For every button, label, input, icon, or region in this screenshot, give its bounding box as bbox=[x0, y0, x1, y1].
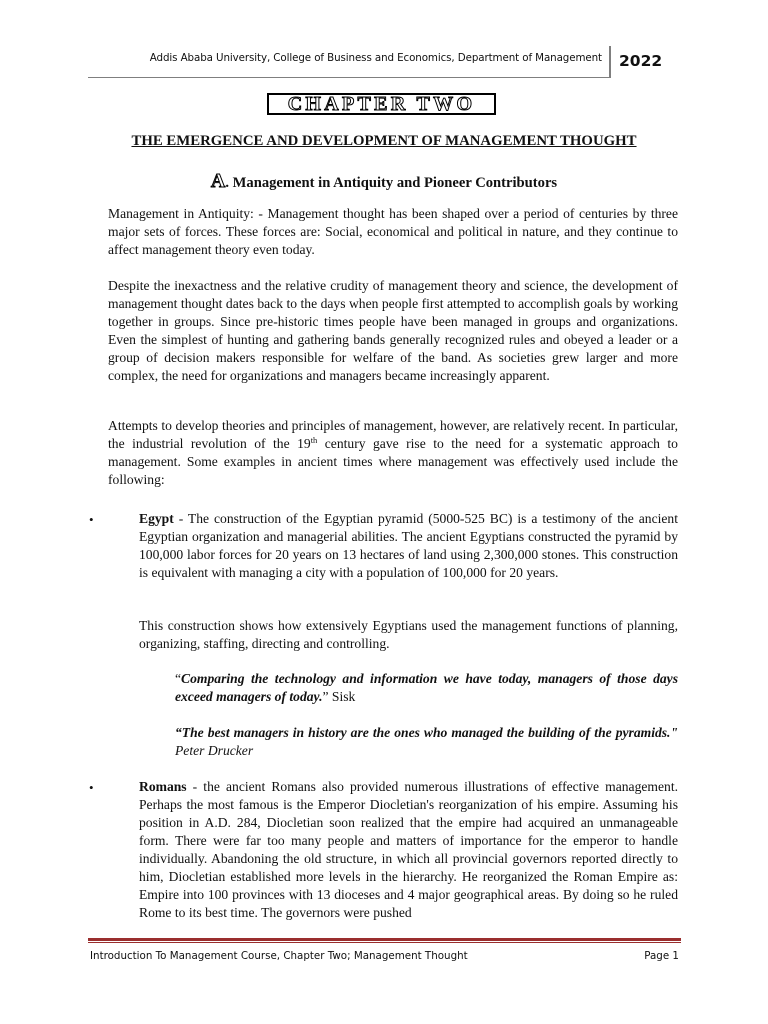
chapter-label bbox=[267, 93, 496, 115]
footer-page-number: Page 1 bbox=[644, 950, 679, 962]
paragraph-history: Despite the inexactness and the relative crudity of management theory and science, the development of management thought dates back to the days when people first attempted to accomplish goals by working together in groups. Since pre-historic times people have been managed in groups and organizations. Even the simplest of hunting and gathering bands generally recognized rules and obeyed a leader or a group of decision makers responsible for welfare of the band. As societies grew larger and more complex, the need for organizations and managers became increasingly apparent. bbox=[108, 278, 678, 383]
quote-sisk: “Comparing the technology and information we have today, managers of those days exceed managers of today.” Sisk bbox=[175, 671, 678, 704]
paragraph-egypt-functions: This construction shows how extensively Egyptians used the management functions of planning, organizing, staffing, directing and controlling. bbox=[139, 618, 678, 651]
paragraph-recent-attempts bbox=[108, 417, 678, 489]
header-year: 2022 bbox=[619, 52, 663, 70]
p3-superscript: th bbox=[310, 435, 318, 445]
section-letter: A bbox=[210, 170, 226, 192]
footer-rule-thin bbox=[88, 942, 681, 943]
quote-sisk-text: Comparing the technology and information we have today, managers of those days exceed managers of today. bbox=[175, 671, 678, 704]
chapter-title: THE EMERGENCE AND DEVELOPMENT OF MANAGEMENT THOUGHT bbox=[131, 133, 637, 149]
paragraph-antiquity: Management in Antiquity: - Management thought has been shaped over a period of centuries by three major sets of forces. These forces are: Social, economical and political in nature, and they continue to affect management theory even today. bbox=[108, 206, 678, 257]
romans-text: - the ancient Romans also provided numerous illustrations of effective management. Perhaps the most famous is the Emperor Diocletian's reorganization of his empire. Assuming his position in A.D. 284, Diocletian soon realized that the empire had acquired an unmanageable form. There were far too many people and matters of importance for the emperor to handle individually. Abandoning the old structure, in which all provincial governors reported directly to him, Diocletian established more levels in the hierarchy. He reorganized the Roman Empire as: Empire into 100 provinces with 13 dioceses and 4 major geographical areas. By doing so he ruled Rome to its best time. The governors were pushed bbox=[139, 779, 678, 920]
quote-drucker-text: “The best managers in history are the ones who managed the building of the pyramids." bbox=[175, 725, 678, 740]
quote-drucker-author: Peter Drucker bbox=[175, 743, 254, 758]
chapter-label-text: CHAPTER TWO bbox=[287, 93, 476, 115]
quote-drucker bbox=[175, 724, 678, 760]
p3-part-a: Attempts to develop theories and principles of management, however, are relatively recent. In particular, the industrial revolution of the 19 bbox=[108, 418, 678, 451]
header-rule bbox=[88, 77, 610, 78]
footer-rule-thick bbox=[88, 938, 681, 941]
footer-course: Introduction To Management Course, Chapter Two; Management Thought bbox=[90, 950, 468, 962]
header-divider bbox=[609, 46, 611, 78]
bullet-romans: • bbox=[89, 780, 94, 795]
section-title bbox=[0, 170, 768, 193]
list-item-egypt bbox=[139, 510, 678, 582]
bullet-egypt: • bbox=[89, 512, 94, 527]
egypt-text: - The construction of the Egyptian pyramid (5000-525 BC) is a testimony of the ancient Egyptian organization and managerial abilities. The ancient Egyptians constructed the pyramid by 100,000 labor forces for 20 years on 13 hectares of land using 2,300,000 stones. This construction is equivalent with managing a city with a population of 100,000 for 20 years. bbox=[139, 511, 678, 580]
egypt-term: Egypt bbox=[139, 511, 174, 526]
list-item-romans bbox=[139, 778, 678, 922]
header-institution: Addis Ababa University, College of Business and Economics, Department of Management bbox=[149, 52, 602, 64]
section-title-text: . Management in Antiquity and Pioneer Contributors bbox=[225, 175, 558, 191]
romans-term: Romans bbox=[139, 779, 187, 794]
p3-part-b: century gave rise to the need for a systematic approach to management. Some examples in ancient times where management was effectively used include the following: bbox=[108, 436, 678, 487]
quote-sisk-author: Sisk bbox=[331, 689, 356, 704]
